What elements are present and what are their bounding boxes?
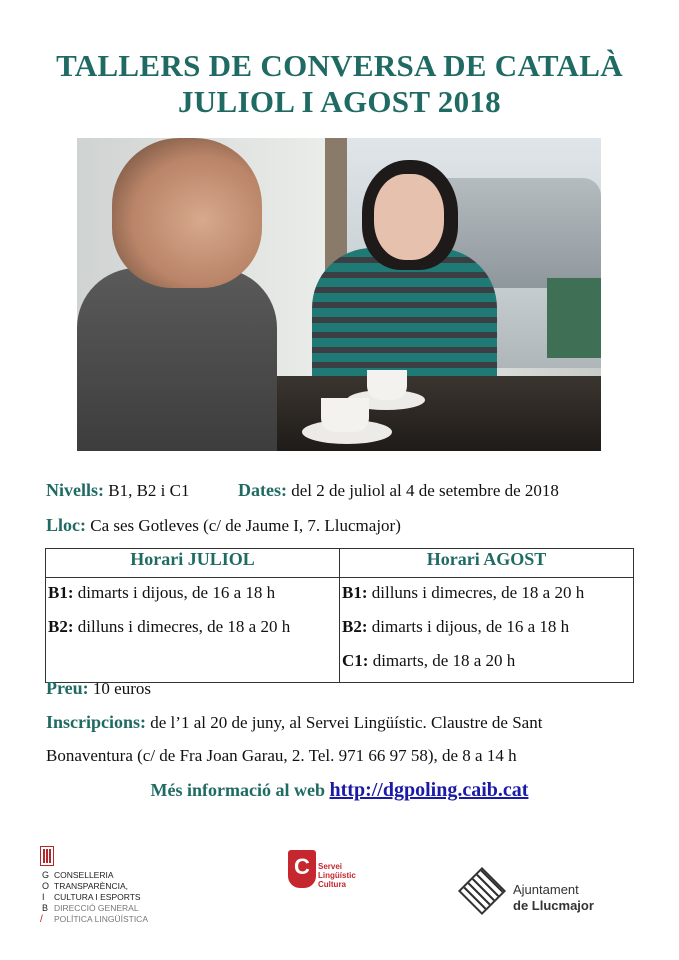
page-title-line-2: JULIOL I AGOST 2018 bbox=[178, 84, 501, 119]
registration-label: Inscripcions: bbox=[46, 712, 147, 732]
slash-mark-icon: / bbox=[40, 914, 43, 925]
servei-text: Cultura bbox=[318, 880, 346, 889]
july-header: Horari JULIOL bbox=[46, 549, 340, 578]
august-row-c1: C1: dimarts, de 18 a 20 h bbox=[342, 651, 516, 670]
price-label: Preu: bbox=[46, 678, 89, 698]
goib-letter: O bbox=[42, 881, 50, 891]
website-link[interactable]: http://dgpoling.caib.cat bbox=[329, 779, 529, 801]
august-row-b1: B1: dilluns i dimecres, de 18 a 20 h bbox=[342, 583, 585, 602]
price-line bbox=[46, 678, 151, 699]
dates-value: del 2 de juliol al 4 de setembre de 2018 bbox=[291, 481, 559, 500]
goib-shield-icon bbox=[40, 846, 54, 866]
goib-text: TRANSPARÈNCIA, bbox=[54, 881, 128, 891]
ajuntament-logo bbox=[457, 872, 607, 922]
levels-dates-line bbox=[46, 480, 559, 501]
registration-line-1 bbox=[46, 712, 542, 733]
servei-text: Servei bbox=[318, 862, 343, 871]
goib-text: DIRECCIÓ GENERAL bbox=[54, 903, 139, 913]
servei-badge-icon: C bbox=[288, 850, 316, 888]
levels-label: Nivells: bbox=[46, 480, 104, 500]
registration-line-2: Bonaventura (c/ de Fra Joan Garau, 2. Tel. 971 66 97 58), de 8 a 14 h bbox=[46, 746, 517, 765]
ajuntament-crest-icon bbox=[458, 867, 506, 915]
conversation-photo bbox=[77, 138, 601, 451]
registration-text-1: de l’1 al 20 de juny, al Servei Lingüístic. Claustre de Sant bbox=[150, 713, 543, 732]
place-label: Lloc: bbox=[46, 515, 86, 535]
ajuntament-line-2: de Llucmajor bbox=[513, 898, 594, 913]
dates-label: Dates: bbox=[238, 480, 287, 500]
levels-value: B1, B2 i C1 bbox=[108, 481, 190, 500]
goib-letter: G bbox=[42, 870, 50, 880]
august-column bbox=[340, 578, 634, 683]
goib-conselleria-logo bbox=[40, 846, 200, 926]
july-row-b2: B2: dilluns i dimecres, de 18 a 20 h bbox=[48, 617, 291, 636]
schedule-table bbox=[45, 548, 634, 683]
page-title-line-1: TALLERS DE CONVERSA DE CATALÀ bbox=[56, 48, 623, 83]
august-row-b2: B2: dimarts i dijous, de 16 a 18 h bbox=[342, 617, 570, 636]
goib-letter: B bbox=[42, 903, 49, 913]
more-info-text: Més informació al web bbox=[150, 780, 326, 800]
goib-text: CULTURA I ESPORTS bbox=[54, 892, 141, 902]
goib-text: POLÍTICA LINGÜÍSTICA bbox=[54, 914, 148, 924]
more-info-line bbox=[0, 779, 679, 802]
july-row-b1: B1: dimarts i dijous, de 16 a 18 h bbox=[48, 583, 276, 602]
july-column bbox=[46, 578, 340, 683]
price-value: 10 euros bbox=[92, 679, 151, 698]
servei-text: Lingüístic bbox=[318, 871, 356, 880]
place-value: Ca ses Gotleves (c/ de Jaume I, 7. Llucmajor) bbox=[90, 516, 401, 535]
august-header: Horari AGOST bbox=[340, 549, 634, 578]
servei-linguistic-logo bbox=[288, 850, 358, 920]
place-line bbox=[46, 515, 401, 536]
goib-text: CONSELLERIA bbox=[54, 870, 114, 880]
goib-letter: I bbox=[42, 892, 45, 902]
ajuntament-line-1: Ajuntament bbox=[513, 882, 579, 897]
